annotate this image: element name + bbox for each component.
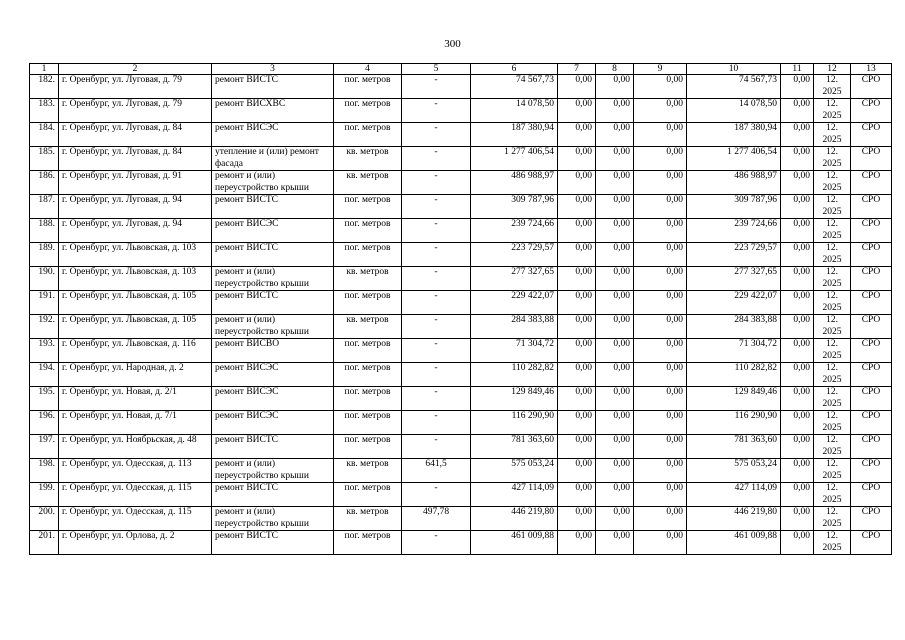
column-number-row xyxy=(30,64,892,75)
table-row xyxy=(30,219,892,243)
col9-cell: 0,00 xyxy=(634,291,687,315)
column-number: 12 xyxy=(814,64,851,75)
method-cell: СРО xyxy=(851,267,892,291)
col7-cell: 0,00 xyxy=(558,219,596,243)
method-cell: СРО xyxy=(851,435,892,459)
col7-cell: 0,00 xyxy=(558,531,596,555)
row-number: 196. xyxy=(30,411,59,435)
table-row xyxy=(30,363,892,387)
col9-cell: 0,00 xyxy=(634,195,687,219)
work-type-cell: ремонт ВИСЭС xyxy=(212,411,334,435)
row-number: 187. xyxy=(30,195,59,219)
unit-cell: пог. метров xyxy=(334,435,402,459)
unit-cell: кв. метров xyxy=(334,507,402,531)
col7-cell: 0,00 xyxy=(558,387,596,411)
total-cost-cell: 446 219,80 xyxy=(471,507,558,531)
total-cost-cell: 277 327,65 xyxy=(471,267,558,291)
col7-cell: 0,00 xyxy=(558,123,596,147)
volume-cell: - xyxy=(402,531,471,555)
table-row xyxy=(30,267,892,291)
col11-cell: 0,00 xyxy=(781,507,814,531)
table-row xyxy=(30,411,892,435)
col8-cell: 0,00 xyxy=(596,99,634,123)
volume-cell: - xyxy=(402,411,471,435)
column-number: 11 xyxy=(781,64,814,75)
row-number: 185. xyxy=(30,147,59,171)
table-row xyxy=(30,243,892,267)
row-number: 182. xyxy=(30,75,59,99)
column-number: 10 xyxy=(687,64,781,75)
address-cell: г. Оренбург, ул. Новая, д. 2/1 xyxy=(59,387,212,411)
row-number: 183. xyxy=(30,99,59,123)
col11-cell: 0,00 xyxy=(781,459,814,483)
address-cell: г. Оренбург, ул. Львовская, д. 103 xyxy=(59,243,212,267)
table-row xyxy=(30,483,892,507)
unit-cell: кв. метров xyxy=(334,459,402,483)
row-number: 195. xyxy=(30,387,59,411)
col11-cell: 0,00 xyxy=(781,267,814,291)
col10-cell: 277 327,65 xyxy=(687,267,781,291)
date-cell: 12. 2025 xyxy=(814,483,851,507)
col8-cell: 0,00 xyxy=(596,195,634,219)
col11-cell: 0,00 xyxy=(781,123,814,147)
total-cost-cell: 1 277 406,54 xyxy=(471,147,558,171)
row-number: 189. xyxy=(30,243,59,267)
date-cell: 12. 2025 xyxy=(814,363,851,387)
row-number: 192. xyxy=(30,315,59,339)
column-number: 2 xyxy=(59,64,212,75)
table-row xyxy=(30,99,892,123)
total-cost-cell: 781 363,60 xyxy=(471,435,558,459)
date-cell: 12. 2025 xyxy=(814,411,851,435)
method-cell: СРО xyxy=(851,363,892,387)
date-cell: 12. 2025 xyxy=(814,387,851,411)
work-type-cell: ремонт ВИСТС xyxy=(212,195,334,219)
volume-cell: - xyxy=(402,267,471,291)
method-cell: СРО xyxy=(851,291,892,315)
address-cell: г. Оренбург, ул. Львовская, д. 103 xyxy=(59,267,212,291)
address-cell: г. Оренбург, ул. Луговая, д. 94 xyxy=(59,195,212,219)
col10-cell: 14 078,50 xyxy=(687,99,781,123)
work-type-cell: ремонт ВИСТС xyxy=(212,291,334,315)
unit-cell: пог. метров xyxy=(334,339,402,363)
address-cell: г. Оренбург, ул. Одесская, д. 115 xyxy=(59,507,212,531)
col7-cell: 0,00 xyxy=(558,507,596,531)
total-cost-cell: 74 567,73 xyxy=(471,75,558,99)
method-cell: СРО xyxy=(851,483,892,507)
col8-cell: 0,00 xyxy=(596,435,634,459)
unit-cell: пог. метров xyxy=(334,387,402,411)
col11-cell: 0,00 xyxy=(781,75,814,99)
total-cost-cell: 284 383,88 xyxy=(471,315,558,339)
column-number: 9 xyxy=(634,64,687,75)
col8-cell: 0,00 xyxy=(596,339,634,363)
col7-cell: 0,00 xyxy=(558,363,596,387)
col8-cell: 0,00 xyxy=(596,531,634,555)
col11-cell: 0,00 xyxy=(781,339,814,363)
unit-cell: пог. метров xyxy=(334,123,402,147)
col8-cell: 0,00 xyxy=(596,507,634,531)
table-row xyxy=(30,291,892,315)
table-row xyxy=(30,315,892,339)
col8-cell: 0,00 xyxy=(596,291,634,315)
unit-cell: пог. метров xyxy=(334,195,402,219)
unit-cell: пог. метров xyxy=(334,363,402,387)
col8-cell: 0,00 xyxy=(596,387,634,411)
col10-cell: 1 277 406,54 xyxy=(687,147,781,171)
unit-cell: пог. метров xyxy=(334,531,402,555)
work-type-cell: ремонт и (или) переустройство крыши xyxy=(212,507,334,531)
page-number: 300 xyxy=(444,38,461,50)
col11-cell: 0,00 xyxy=(781,171,814,195)
total-cost-cell: 427 114,09 xyxy=(471,483,558,507)
col9-cell: 0,00 xyxy=(634,147,687,171)
date-cell: 12. 2025 xyxy=(814,123,851,147)
date-cell: 12. 2025 xyxy=(814,243,851,267)
col10-cell: 110 282,82 xyxy=(687,363,781,387)
row-number: 198. xyxy=(30,459,59,483)
total-cost-cell: 187 380,94 xyxy=(471,123,558,147)
address-cell: г. Оренбург, ул. Львовская, д. 116 xyxy=(59,339,212,363)
col10-cell: 129 849,46 xyxy=(687,387,781,411)
work-type-cell: ремонт ВИСЭС xyxy=(212,219,334,243)
work-type-cell: ремонт ВИСТС xyxy=(212,243,334,267)
col11-cell: 0,00 xyxy=(781,291,814,315)
col7-cell: 0,00 xyxy=(558,315,596,339)
total-cost-cell: 110 282,82 xyxy=(471,363,558,387)
row-number: 184. xyxy=(30,123,59,147)
col7-cell: 0,00 xyxy=(558,75,596,99)
work-type-cell: ремонт и (или) переустройство крыши xyxy=(212,315,334,339)
col8-cell: 0,00 xyxy=(596,123,634,147)
date-cell: 12. 2025 xyxy=(814,147,851,171)
col9-cell: 0,00 xyxy=(634,267,687,291)
volume-cell: - xyxy=(402,147,471,171)
unit-cell: пог. метров xyxy=(334,75,402,99)
unit-cell: пог. метров xyxy=(334,483,402,507)
col8-cell: 0,00 xyxy=(596,171,634,195)
work-type-cell: ремонт ВИСТС xyxy=(212,483,334,507)
address-cell: г. Оренбург, ул. Львовская, д. 105 xyxy=(59,291,212,315)
volume-cell: - xyxy=(402,387,471,411)
address-cell: г. Оренбург, ул. Луговая, д. 79 xyxy=(59,99,212,123)
work-type-cell: ремонт ВИСХВС xyxy=(212,99,334,123)
col10-cell: 446 219,80 xyxy=(687,507,781,531)
row-number: 200. xyxy=(30,507,59,531)
col9-cell: 0,00 xyxy=(634,435,687,459)
column-number: 3 xyxy=(212,64,334,75)
total-cost-cell: 486 988,97 xyxy=(471,171,558,195)
work-type-cell: ремонт и (или) переустройство крыши xyxy=(212,171,334,195)
address-cell: г. Оренбург, ул. Луговая, д. 91 xyxy=(59,171,212,195)
col7-cell: 0,00 xyxy=(558,243,596,267)
date-cell: 12. 2025 xyxy=(814,459,851,483)
address-cell: г. Оренбург, ул. Новая, д. 7/1 xyxy=(59,411,212,435)
date-cell: 12. 2025 xyxy=(814,195,851,219)
col10-cell: 427 114,09 xyxy=(687,483,781,507)
total-cost-cell: 575 053,24 xyxy=(471,459,558,483)
method-cell: СРО xyxy=(851,219,892,243)
col8-cell: 0,00 xyxy=(596,483,634,507)
unit-cell: пог. метров xyxy=(334,291,402,315)
col11-cell: 0,00 xyxy=(781,315,814,339)
volume-cell: - xyxy=(402,315,471,339)
work-type-cell: ремонт ВИСВО xyxy=(212,339,334,363)
col9-cell: 0,00 xyxy=(634,99,687,123)
col9-cell: 0,00 xyxy=(634,75,687,99)
date-cell: 12. 2025 xyxy=(814,531,851,555)
date-cell: 12. 2025 xyxy=(814,315,851,339)
col7-cell: 0,00 xyxy=(558,339,596,363)
col11-cell: 0,00 xyxy=(781,387,814,411)
col11-cell: 0,00 xyxy=(781,99,814,123)
method-cell: СРО xyxy=(851,99,892,123)
col7-cell: 0,00 xyxy=(558,483,596,507)
work-type-cell: ремонт ВИСТС xyxy=(212,435,334,459)
col10-cell: 71 304,72 xyxy=(687,339,781,363)
col7-cell: 0,00 xyxy=(558,195,596,219)
method-cell: СРО xyxy=(851,315,892,339)
method-cell: СРО xyxy=(851,195,892,219)
work-type-cell: ремонт и (или) переустройство крыши xyxy=(212,459,334,483)
method-cell: СРО xyxy=(851,243,892,267)
table-row xyxy=(30,531,892,555)
total-cost-cell: 461 009,88 xyxy=(471,531,558,555)
col11-cell: 0,00 xyxy=(781,483,814,507)
address-cell: г. Оренбург, ул. Орлова, д. 2 xyxy=(59,531,212,555)
col11-cell: 0,00 xyxy=(781,363,814,387)
method-cell: СРО xyxy=(851,147,892,171)
table-row xyxy=(30,339,892,363)
col11-cell: 0,00 xyxy=(781,435,814,459)
date-cell: 12. 2025 xyxy=(814,99,851,123)
total-cost-cell: 116 290,90 xyxy=(471,411,558,435)
col11-cell: 0,00 xyxy=(781,531,814,555)
row-number: 201. xyxy=(30,531,59,555)
col10-cell: 229 422,07 xyxy=(687,291,781,315)
total-cost-cell: 239 724,66 xyxy=(471,219,558,243)
unit-cell: пог. метров xyxy=(334,411,402,435)
volume-cell: - xyxy=(402,243,471,267)
table-row xyxy=(30,147,892,171)
total-cost-cell: 229 422,07 xyxy=(471,291,558,315)
date-cell: 12. 2025 xyxy=(814,267,851,291)
table-row xyxy=(30,387,892,411)
volume-cell: - xyxy=(402,123,471,147)
unit-cell: пог. метров xyxy=(334,219,402,243)
row-number: 190. xyxy=(30,267,59,291)
total-cost-cell: 309 787,96 xyxy=(471,195,558,219)
volume-cell: - xyxy=(402,483,471,507)
address-cell: г. Оренбург, ул. Одесская, д. 115 xyxy=(59,483,212,507)
col11-cell: 0,00 xyxy=(781,147,814,171)
col7-cell: 0,00 xyxy=(558,411,596,435)
col10-cell: 781 363,60 xyxy=(687,435,781,459)
row-number: 188. xyxy=(30,219,59,243)
column-number: 4 xyxy=(334,64,402,75)
total-cost-cell: 14 078,50 xyxy=(471,99,558,123)
col8-cell: 0,00 xyxy=(596,459,634,483)
address-cell: г. Оренбург, ул. Ноябрьская, д. 48 xyxy=(59,435,212,459)
work-type-cell: ремонт ВИСТС xyxy=(212,75,334,99)
unit-cell: кв. метров xyxy=(334,315,402,339)
col10-cell: 309 787,96 xyxy=(687,195,781,219)
col9-cell: 0,00 xyxy=(634,531,687,555)
date-cell: 12. 2025 xyxy=(814,435,851,459)
work-type-cell: утепление и (или) ремонт фасада xyxy=(212,147,334,171)
col7-cell: 0,00 xyxy=(558,147,596,171)
table-row xyxy=(30,435,892,459)
col10-cell: 575 053,24 xyxy=(687,459,781,483)
total-cost-cell: 129 849,46 xyxy=(471,387,558,411)
method-cell: СРО xyxy=(851,459,892,483)
column-number: 1 xyxy=(30,64,59,75)
method-cell: СРО xyxy=(851,531,892,555)
col9-cell: 0,00 xyxy=(634,171,687,195)
date-cell: 12. 2025 xyxy=(814,507,851,531)
address-cell: г. Оренбург, ул. Львовская, д. 105 xyxy=(59,315,212,339)
unit-cell: пог. метров xyxy=(334,243,402,267)
unit-cell: пог. метров xyxy=(334,99,402,123)
col8-cell: 0,00 xyxy=(596,315,634,339)
method-cell: СРО xyxy=(851,171,892,195)
col10-cell: 239 724,66 xyxy=(687,219,781,243)
work-type-cell: ремонт и (или) переустройство крыши xyxy=(212,267,334,291)
column-number: 5 xyxy=(402,64,471,75)
volume-cell: - xyxy=(402,75,471,99)
col10-cell: 223 729,57 xyxy=(687,243,781,267)
row-number: 191. xyxy=(30,291,59,315)
col10-cell: 74 567,73 xyxy=(687,75,781,99)
col9-cell: 0,00 xyxy=(634,459,687,483)
col10-cell: 116 290,90 xyxy=(687,411,781,435)
col9-cell: 0,00 xyxy=(634,387,687,411)
method-cell: СРО xyxy=(851,411,892,435)
method-cell: СРО xyxy=(851,387,892,411)
table-row xyxy=(30,171,892,195)
row-number: 193. xyxy=(30,339,59,363)
col8-cell: 0,00 xyxy=(596,75,634,99)
col11-cell: 0,00 xyxy=(781,411,814,435)
column-number: 8 xyxy=(596,64,634,75)
volume-cell: 497,78 xyxy=(402,507,471,531)
col7-cell: 0,00 xyxy=(558,459,596,483)
col9-cell: 0,00 xyxy=(634,339,687,363)
col9-cell: 0,00 xyxy=(634,483,687,507)
col10-cell: 284 383,88 xyxy=(687,315,781,339)
work-type-cell: ремонт ВИСТС xyxy=(212,531,334,555)
volume-cell: - xyxy=(402,363,471,387)
col9-cell: 0,00 xyxy=(634,363,687,387)
table-row xyxy=(30,195,892,219)
volume-cell: 641,5 xyxy=(402,459,471,483)
col8-cell: 0,00 xyxy=(596,411,634,435)
col9-cell: 0,00 xyxy=(634,411,687,435)
volume-cell: - xyxy=(402,195,471,219)
table-row xyxy=(30,459,892,483)
work-type-cell: ремонт ВИСЭС xyxy=(212,123,334,147)
total-cost-cell: 71 304,72 xyxy=(471,339,558,363)
col7-cell: 0,00 xyxy=(558,267,596,291)
method-cell: СРО xyxy=(851,339,892,363)
col10-cell: 187 380,94 xyxy=(687,123,781,147)
col11-cell: 0,00 xyxy=(781,219,814,243)
col8-cell: 0,00 xyxy=(596,147,634,171)
table-row xyxy=(30,75,892,99)
row-number: 194. xyxy=(30,363,59,387)
unit-cell: кв. метров xyxy=(334,267,402,291)
row-number: 197. xyxy=(30,435,59,459)
unit-cell: кв. метров xyxy=(334,147,402,171)
work-type-cell: ремонт ВИСЭС xyxy=(212,363,334,387)
address-cell: г. Оренбург, ул. Луговая, д. 79 xyxy=(59,75,212,99)
col9-cell: 0,00 xyxy=(634,123,687,147)
address-cell: г. Оренбург, ул. Луговая, д. 94 xyxy=(59,219,212,243)
col11-cell: 0,00 xyxy=(781,195,814,219)
col9-cell: 0,00 xyxy=(634,315,687,339)
row-number: 186. xyxy=(30,171,59,195)
method-cell: СРО xyxy=(851,75,892,99)
column-number: 13 xyxy=(851,64,892,75)
volume-cell: - xyxy=(402,435,471,459)
work-type-cell: ремонт ВИСЭС xyxy=(212,387,334,411)
col7-cell: 0,00 xyxy=(558,171,596,195)
volume-cell: - xyxy=(402,291,471,315)
date-cell: 12. 2025 xyxy=(814,75,851,99)
column-number: 7 xyxy=(558,64,596,75)
col8-cell: 0,00 xyxy=(596,267,634,291)
volume-cell: - xyxy=(402,219,471,243)
table-row xyxy=(30,123,892,147)
col7-cell: 0,00 xyxy=(558,435,596,459)
method-cell: СРО xyxy=(851,123,892,147)
col10-cell: 461 009,88 xyxy=(687,531,781,555)
column-number: 6 xyxy=(471,64,558,75)
volume-cell: - xyxy=(402,339,471,363)
col10-cell: 486 988,97 xyxy=(687,171,781,195)
register-table xyxy=(29,63,892,555)
address-cell: г. Оренбург, ул. Одесская, д. 113 xyxy=(59,459,212,483)
col9-cell: 0,00 xyxy=(634,219,687,243)
col11-cell: 0,00 xyxy=(781,243,814,267)
date-cell: 12. 2025 xyxy=(814,219,851,243)
date-cell: 12. 2025 xyxy=(814,291,851,315)
col9-cell: 0,00 xyxy=(634,243,687,267)
address-cell: г. Оренбург, ул. Луговая, д. 84 xyxy=(59,123,212,147)
table-row xyxy=(30,507,892,531)
method-cell: СРО xyxy=(851,507,892,531)
date-cell: 12. 2025 xyxy=(814,339,851,363)
col9-cell: 0,00 xyxy=(634,507,687,531)
volume-cell: - xyxy=(402,171,471,195)
address-cell: г. Оренбург, ул. Народная, д. 2 xyxy=(59,363,212,387)
col8-cell: 0,00 xyxy=(596,363,634,387)
total-cost-cell: 223 729,57 xyxy=(471,243,558,267)
col7-cell: 0,00 xyxy=(558,99,596,123)
unit-cell: кв. метров xyxy=(334,171,402,195)
volume-cell: - xyxy=(402,99,471,123)
col8-cell: 0,00 xyxy=(596,219,634,243)
col8-cell: 0,00 xyxy=(596,243,634,267)
row-number: 199. xyxy=(30,483,59,507)
col7-cell: 0,00 xyxy=(558,291,596,315)
address-cell: г. Оренбург, ул. Луговая, д. 84 xyxy=(59,147,212,171)
date-cell: 12. 2025 xyxy=(814,171,851,195)
